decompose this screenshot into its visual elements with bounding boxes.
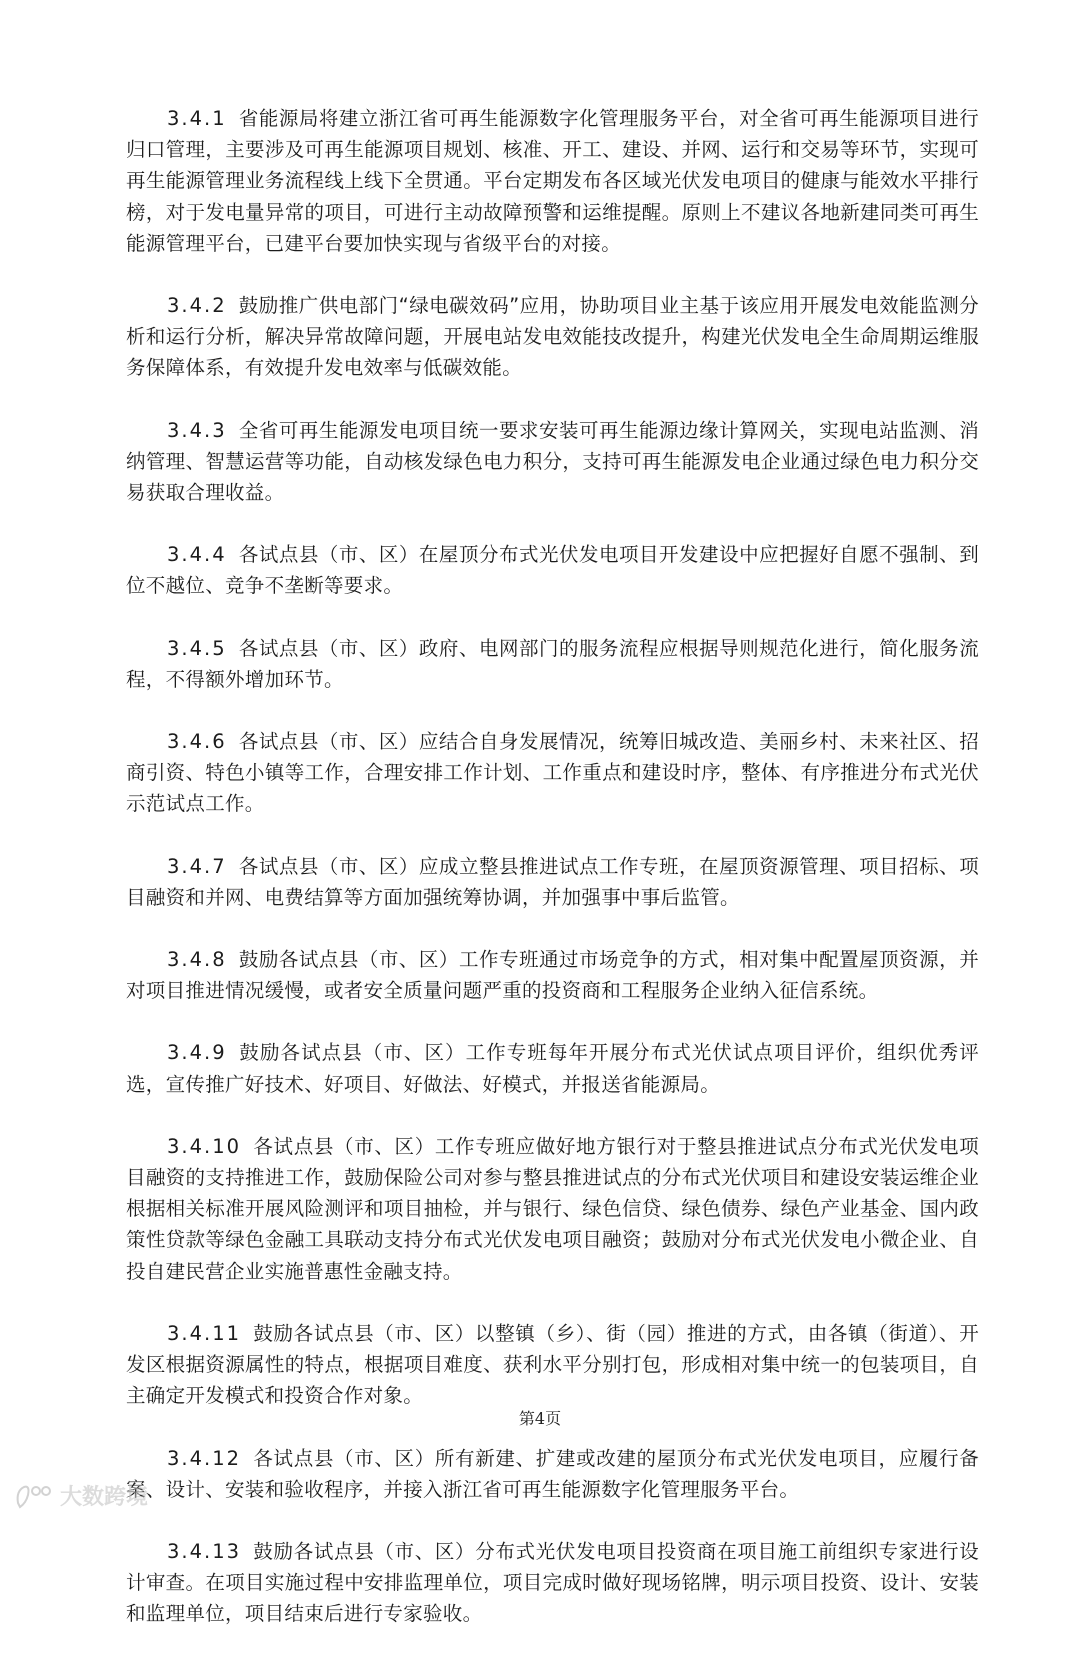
clause-text: 各试点县（市、区）所有新建、扩建或改建的屋顶分布式光伏发电项目，应履行备案、设计、安装和验收程序，并接入浙江省可再生能源数字化管理服务平台。 (126, 1446, 979, 1501)
clause-3-4-9 (126, 1037, 979, 1099)
clause-3-4-6 (126, 726, 979, 820)
clause-number: 3.4.5 (167, 636, 227, 660)
clause-3-4-1 (126, 103, 979, 259)
clause-text: 鼓励各试点县（市、区）以整镇（乡）、街（园）推进的方式，由各镇（街道）、开发区根据资源属性的特点，根据项目难度、获利水平分别打包，形成相对集中统一的包装项目，自主确定开发模式和投资合作对象。 (126, 1321, 979, 1408)
clause-3-4-8 (126, 944, 979, 1006)
clause-number: 3.4.7 (167, 854, 227, 878)
watermark-text: 大数跨境 (60, 1485, 149, 1510)
watermark-logo-icon (14, 1481, 54, 1511)
clause-text: 各试点县（市、区）工作专班应做好地方银行对于整县推进试点分布式光伏发电项目融资的支持推进工作，鼓励保险公司对参与整县推进试点的分布式光伏项目和建设安装运维企业根据相关标准开展风险测评和项目抽检，并与银行、绿色信贷、绿色债券、绿色产业基金、国内政策性贷款等绿色金融工具联动支持分布式光伏发电项目融资；鼓励对分布式光伏发电小微企业、自投自建民营企业实施普惠性金融支持。 (126, 1134, 979, 1283)
clause-3-4-3 (126, 415, 979, 509)
clause-3-4-2 (126, 290, 979, 384)
watermark (14, 1480, 148, 1511)
clause-number: 3.4.3 (167, 418, 227, 442)
clause-text: 鼓励各试点县（市、区）工作专班每年开展分布式光伏试点项目评价，组织优秀评选，宣传推广好技术、好项目、好做法、好模式，并报送省能源局。 (126, 1041, 979, 1096)
clause-text: 省能源局将建立浙江省可再生能源数字化管理服务平台，对全省可再生能源项目进行归口管理，主要涉及可再生能源项目规划、核准、开工、建设、并网、运行和交易等环节，实现可再生能源管理业务流程线上线下全贯通。平台定期发布各区域光伏发电项目的健康与能效水平排行榜，对于发电量异常的项目，可进行主动故障预警和运维提醒。原则上不建议各地新建同类可再生能源管理平台，已建平台要加快实现与省级平台的对接。 (126, 107, 979, 255)
clause-text: 各试点县（市、区）政府、电网部门的服务流程应根据导则规范化进行，简化服务流程，不得额外增加环节。 (126, 636, 979, 691)
clause-text: 全省可再生能源发电项目统一要求安装可再生能源边缘计算网关，实现电站监测、消纳管理、智慧运营等功能，自动核发绿色电力积分，支持可再生能源发电企业通过绿色电力积分交易获取合理收益。 (126, 418, 979, 505)
clause-number: 3.4.12 (167, 1446, 242, 1470)
clause-text: 鼓励各试点县（市、区）工作专班通过市场竞争的方式，相对集中配置屋顶资源，并对项目推进情况缓慢，或者安全质量问题严重的投资商和工程服务企业纳入征信系统。 (126, 948, 979, 1003)
clause-3-4-11 (126, 1318, 979, 1412)
clause-number: 3.4.9 (167, 1041, 227, 1065)
clause-number: 3.4.8 (167, 948, 227, 972)
clause-text: 鼓励各试点县（市、区）分布式光伏发电项目投资商在项目施工前组织专家进行设计审查。在项目实施过程中安排监理单位，项目完成时做好现场铭牌，明示项目投资、设计、安装和监理单位，项目结束后进行专家验收。 (126, 1539, 979, 1626)
clause-number: 3.4.4 (167, 543, 227, 567)
clause-number: 3.4.6 (167, 730, 227, 754)
clause-3-4-5 (126, 633, 979, 695)
clause-3-4-10 (126, 1131, 979, 1287)
clause-3-4-12 (126, 1443, 979, 1505)
clause-3-4-7 (126, 851, 979, 913)
clause-number: 3.4.13 (167, 1539, 242, 1563)
clause-number: 3.4.11 (167, 1321, 242, 1345)
clause-number: 3.4.1 (167, 107, 227, 130)
clause-text: 鼓励推广供电部门“绿电碳效码”应用，协助项目业主基于该应用开展发电效能监测分析和运行分析，解决异常故障问题，开展电站发电效能技改提升，构建光伏发电全生命周期运维服务保障体系，有效提升发电效率与低碳效能。 (126, 294, 979, 380)
clause-number: 3.4.10 (167, 1134, 242, 1158)
clause-3-4-13 (126, 1536, 979, 1630)
clause-text: 各试点县（市、区）应结合自身发展情况，统筹旧城改造、美丽乡村、未来社区、招商引资、特色小镇等工作，合理安排工作计划、工作重点和建设时序，整体、有序推进分布式光伏示范试点工作。 (126, 730, 979, 816)
clause-text: 各试点县（市、区）在屋顶分布式光伏发电项目开发建设中应把握好自愿不强制、到位不越位、竞争不垄断等要求。 (126, 543, 979, 598)
page-number: 第4页 (518, 1409, 562, 1428)
clause-3-4-4 (126, 539, 979, 601)
clause-number: 3.4.2 (167, 294, 227, 318)
clause-text: 各试点县（市、区）应成立整县推进试点工作专班，在屋顶资源管理、项目招标、项目融资和并网、电费结算等方面加强统筹协调，并加强事中事后监管。 (126, 854, 979, 909)
